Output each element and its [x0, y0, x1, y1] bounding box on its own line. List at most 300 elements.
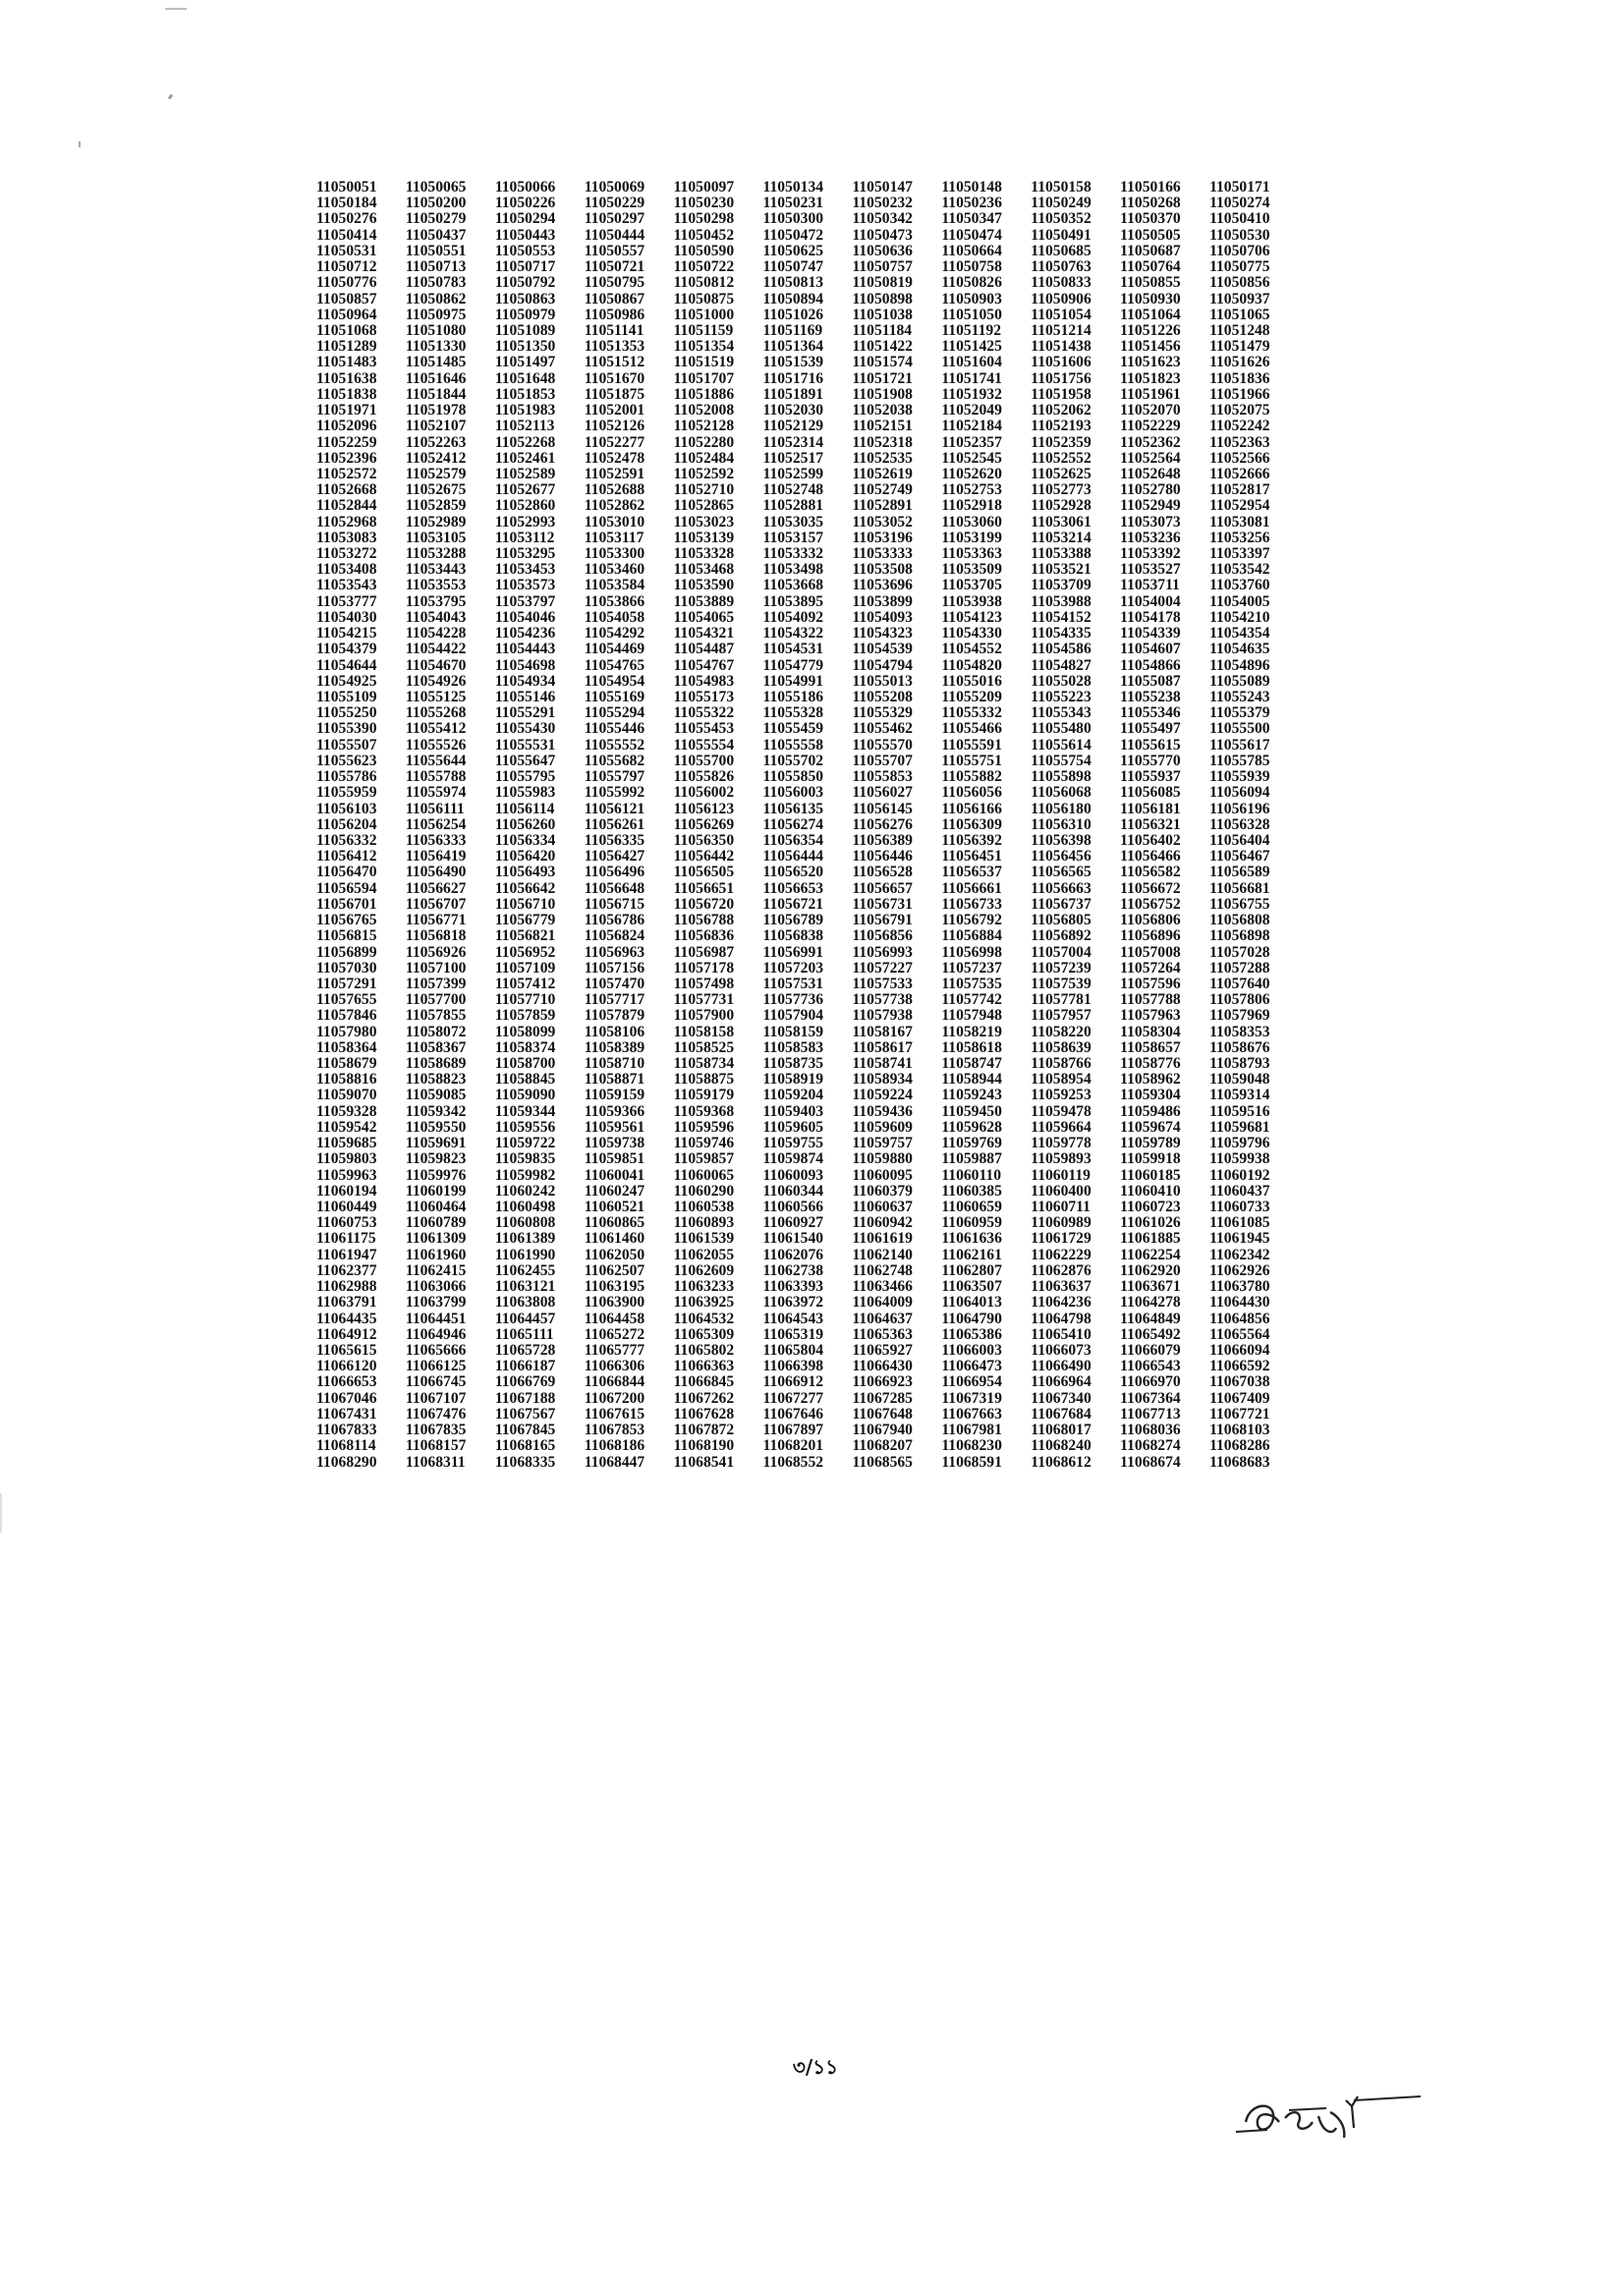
roll-number-cell: 11053272 [316, 545, 377, 563]
roll-number-cell: 11050148 [941, 179, 1002, 195]
roll-number-cell: 11052860 [494, 497, 556, 515]
roll-number-cell: 11063791 [316, 1294, 377, 1312]
roll-number-cell: 11060185 [1120, 1166, 1181, 1184]
roll-number-cell: 11056420 [494, 848, 556, 865]
roll-number-cell: 11068157 [405, 1437, 467, 1455]
roll-number-cell: 11054866 [1120, 656, 1181, 674]
roll-number-cell: 11056310 [1031, 815, 1092, 833]
roll-number-cell: 11052242 [1209, 418, 1270, 435]
roll-number-cell: 11058364 [316, 1038, 377, 1056]
roll-number-cell: 11064849 [1120, 1310, 1181, 1327]
roll-number-cell: 11057239 [1031, 959, 1092, 977]
roll-number-cell: 11060041 [584, 1166, 645, 1184]
roll-number-cell: 11056657 [852, 879, 913, 897]
roll-number-cell: 11060989 [1031, 1214, 1092, 1232]
roll-number-cell: 11053117 [584, 529, 644, 546]
roll-number-cell: 11053363 [941, 545, 1002, 563]
roll-number-cell: 11066125 [405, 1358, 467, 1375]
roll-number-cell: 11051485 [405, 354, 467, 371]
roll-number-cell: 11060242 [494, 1182, 556, 1200]
roll-number-cell: 11058167 [852, 1023, 913, 1040]
roll-number-cell: 11054644 [316, 656, 377, 674]
scan-artifact [0, 1493, 2, 1533]
roll-number-cell: 11059976 [405, 1166, 467, 1184]
roll-number-cell: 11058823 [405, 1071, 467, 1089]
roll-number-cell: 11051425 [941, 338, 1002, 356]
roll-number-cell: 11056792 [941, 912, 1002, 929]
roll-number-cell: 11056114 [494, 800, 555, 817]
roll-number-cell: 11056991 [762, 943, 824, 961]
roll-number-cell: 11054123 [941, 608, 1002, 626]
roll-number-cell: 11050551 [405, 242, 467, 259]
roll-number-cell: 11052357 [941, 433, 1002, 451]
roll-number-cell: 11062738 [762, 1261, 824, 1279]
roll-number-cell: 11057399 [405, 975, 467, 992]
roll-number-cell: 11066653 [316, 1373, 377, 1391]
roll-number-cell: 11052668 [316, 481, 377, 499]
roll-number-cell: 11067038 [1209, 1373, 1270, 1391]
roll-number-cell: 11053328 [673, 545, 735, 563]
roll-number-cell: 11050297 [584, 210, 645, 228]
roll-number-cell: 11058734 [673, 1055, 735, 1073]
roll-number-cell: 11053081 [1209, 513, 1270, 530]
roll-number-cell: 11057291 [316, 975, 377, 992]
roll-number-cell: 11058845 [494, 1071, 556, 1089]
roll-number-cell: 11050975 [405, 306, 467, 323]
roll-number-cell: 11059851 [584, 1150, 645, 1168]
roll-number-cell: 11051836 [1209, 369, 1270, 387]
roll-number-cell: 11050758 [941, 258, 1002, 276]
roll-number-cell: 11061539 [673, 1230, 735, 1248]
roll-number-cell: 11055459 [762, 720, 824, 738]
roll-number-cell: 11052753 [941, 481, 1002, 499]
roll-number-cell: 11050979 [494, 306, 556, 323]
roll-number-cell: 11053705 [941, 577, 1002, 594]
roll-number-cell: 11055209 [941, 689, 1002, 705]
roll-number-cell: 11056594 [316, 879, 377, 897]
roll-number-cell: 11051623 [1120, 354, 1181, 371]
roll-number-cell: 11057731 [673, 991, 735, 1009]
roll-number-cell: 11060789 [405, 1214, 467, 1232]
roll-number-cell: 11056998 [941, 943, 1002, 961]
roll-number-cell: 11060927 [762, 1214, 824, 1232]
roll-number-cell: 11056389 [852, 831, 913, 849]
roll-number-cell: 11056715 [584, 895, 645, 913]
roll-number-cell: 11052862 [584, 497, 645, 515]
roll-number-cell: 11062076 [762, 1246, 824, 1263]
roll-number-cell: 11065927 [852, 1341, 913, 1359]
roll-number-cell: 11051184 [852, 321, 913, 339]
roll-number-cell: 11056002 [673, 784, 735, 802]
roll-number-cell: 11053453 [494, 561, 556, 579]
roll-number-cell: 11057412 [494, 975, 556, 992]
roll-number-cell: 11067872 [673, 1422, 735, 1439]
roll-number-cell: 11058919 [762, 1071, 824, 1089]
roll-number-cell: 11065363 [852, 1325, 913, 1343]
roll-number-cell: 11050274 [1209, 195, 1270, 212]
roll-number-cell: 11065777 [584, 1341, 645, 1359]
roll-number-cell: 11055238 [1120, 689, 1181, 705]
roll-number-cell: 11056196 [1209, 800, 1270, 817]
roll-number-cell: 11056103 [316, 800, 377, 817]
roll-number-cell: 11052865 [673, 497, 735, 515]
roll-number-cell: 11063507 [941, 1278, 1002, 1296]
roll-number-cell: 11059550 [405, 1118, 467, 1136]
roll-number-cell: 11065666 [405, 1341, 467, 1359]
roll-number-cell: 11067340 [1031, 1389, 1092, 1407]
roll-number-cell: 11056898 [1209, 927, 1270, 945]
roll-number-cell: 11054292 [584, 625, 645, 642]
roll-number-cell: 11066769 [494, 1373, 556, 1391]
roll-number-cell: 11055554 [673, 736, 735, 754]
roll-number-cell: 11053543 [316, 577, 377, 594]
roll-number-cell: 11068612 [1031, 1453, 1092, 1471]
roll-number-cell: 11067663 [941, 1405, 1002, 1423]
roll-number-cell: 11055992 [584, 784, 645, 802]
roll-number-cell: 11057596 [1120, 975, 1181, 992]
scan-artifact [79, 141, 81, 147]
roll-number-cell: 11055497 [1120, 720, 1181, 738]
roll-number-cell: 11052113 [494, 418, 555, 435]
roll-number-cell: 11050776 [316, 274, 377, 292]
roll-number-cell: 11055453 [673, 720, 735, 738]
roll-number-cell: 11066845 [673, 1373, 735, 1391]
roll-number-cell: 11052478 [584, 449, 645, 467]
roll-number-cell: 11053332 [762, 545, 824, 563]
roll-number-cell: 11051670 [584, 369, 645, 387]
roll-number-cell: 11055700 [673, 752, 735, 769]
roll-number-cell: 11050747 [762, 258, 824, 276]
roll-number-cell: 11053112 [494, 529, 555, 546]
roll-number-cell: 11056335 [584, 831, 645, 849]
roll-number-cell: 11056398 [1031, 831, 1092, 849]
roll-number-cell: 11068674 [1120, 1453, 1181, 1471]
roll-number-cell: 11052030 [762, 402, 824, 419]
roll-number-cell: 11050414 [316, 226, 377, 244]
roll-number-cell: 11053236 [1120, 529, 1181, 546]
roll-number-cell: 11060110 [941, 1166, 1002, 1184]
roll-number-cell: 11054058 [584, 608, 645, 626]
roll-number-cell: 11051350 [494, 338, 556, 356]
roll-number-cell: 11056085 [1120, 784, 1181, 802]
roll-number-cell: 11052461 [494, 449, 556, 467]
roll-number-cell: 11060733 [1209, 1199, 1270, 1215]
roll-number-cell: 11064637 [852, 1310, 913, 1327]
roll-number-cell: 11055526 [405, 736, 467, 754]
roll-number-cell: 11064790 [941, 1310, 1002, 1327]
roll-number-cell: 11067285 [852, 1389, 913, 1407]
roll-number-cell: 11057470 [584, 975, 645, 992]
roll-number-cell: 11050721 [584, 258, 645, 276]
roll-number-cell: 11056121 [584, 800, 645, 817]
roll-number-cell: 11050276 [316, 210, 377, 228]
roll-number-cell: 11052564 [1120, 449, 1181, 467]
roll-number-cell: 11057237 [941, 959, 1002, 977]
roll-number-cell: 11066543 [1120, 1358, 1181, 1375]
roll-number-cell: 11056805 [1031, 912, 1092, 929]
roll-number-cell: 11056721 [762, 895, 824, 913]
roll-number-cell: 11060194 [316, 1182, 377, 1200]
roll-number-cell: 11060400 [1031, 1182, 1092, 1200]
roll-number-cell: 11057948 [941, 1007, 1002, 1025]
roll-number-cell: 11052572 [316, 465, 377, 482]
roll-number-cell: 11052362 [1120, 433, 1181, 451]
roll-number-cell: 11064430 [1209, 1294, 1270, 1312]
roll-number-cell: 11056056 [941, 784, 1002, 802]
roll-number-cell: 11058676 [1209, 1038, 1270, 1056]
roll-number-cell: 11068103 [1209, 1422, 1270, 1439]
roll-number-cell: 11051422 [852, 338, 913, 356]
roll-number-cell: 11063972 [762, 1294, 824, 1312]
roll-number-cell: 11059542 [316, 1118, 377, 1136]
roll-number-cell: 11059486 [1120, 1102, 1181, 1120]
roll-number-cell: 11052268 [494, 433, 556, 451]
roll-number-cell: 11056451 [941, 848, 1002, 865]
roll-number-cell: 11053157 [762, 529, 824, 546]
roll-number-cell: 11051539 [762, 354, 824, 371]
roll-number-cell: 11065615 [316, 1341, 377, 1359]
roll-number-cell: 11050200 [405, 195, 467, 212]
roll-number-cell: 11051574 [852, 354, 913, 371]
roll-number-cell: 11068335 [494, 1453, 556, 1471]
roll-number-cell: 11055430 [494, 720, 556, 738]
roll-number-cell: 11051721 [852, 369, 913, 387]
roll-number-cell: 11059835 [494, 1150, 556, 1168]
roll-number-cell: 11052592 [673, 465, 735, 482]
roll-number-cell: 11057008 [1120, 943, 1181, 961]
roll-number-cell: 11057533 [852, 975, 913, 992]
roll-number-cell: 11059556 [494, 1118, 556, 1136]
roll-number-cell: 11059880 [852, 1150, 913, 1168]
roll-number-cell: 11058389 [584, 1038, 645, 1056]
roll-number-cell: 11050531 [316, 242, 377, 259]
roll-number-cell: 11050685 [1031, 242, 1092, 259]
roll-number-cell: 11060959 [941, 1214, 1002, 1232]
roll-number-cell: 11055446 [584, 720, 645, 738]
roll-number-cell: 11053696 [852, 577, 913, 594]
roll-number-cell: 11056350 [673, 831, 735, 849]
roll-number-cell: 11050553 [494, 242, 556, 259]
roll-number-cell: 11060893 [673, 1214, 735, 1232]
roll-number-cell: 11055797 [584, 768, 645, 786]
roll-number-cell: 11064856 [1209, 1310, 1270, 1327]
roll-number-cell: 11055647 [494, 752, 556, 769]
roll-number-cell: 11050775 [1209, 258, 1270, 276]
roll-number-cell: 11056899 [316, 943, 377, 961]
roll-number-cell: 11062161 [941, 1246, 1002, 1263]
roll-number-cell: 11053397 [1209, 545, 1270, 563]
roll-number-cell: 11066120 [316, 1358, 377, 1375]
roll-number-cell: 11052619 [852, 465, 913, 482]
roll-number-cell: 11051080 [405, 321, 467, 339]
roll-number-cell: 11052968 [316, 513, 377, 530]
roll-number-cell: 11058219 [941, 1023, 1002, 1040]
roll-number-cell: 11057879 [584, 1007, 645, 1025]
roll-number-cell: 11060808 [494, 1214, 556, 1232]
roll-number-cell: 11056752 [1120, 895, 1181, 913]
roll-number-cell: 11052263 [405, 433, 467, 451]
roll-number-cell: 11052677 [494, 481, 556, 499]
roll-number-cell: 11052126 [584, 418, 645, 435]
roll-number-cell: 11056737 [1031, 895, 1092, 913]
roll-number-cell: 11055983 [494, 784, 556, 802]
roll-number-cell: 11057980 [316, 1023, 377, 1040]
roll-number-cell: 11054443 [494, 641, 556, 658]
roll-number-cell: 11053035 [762, 513, 824, 530]
roll-number-cell: 11054767 [673, 656, 735, 674]
roll-number-cell: 11052277 [584, 433, 645, 451]
roll-number-cell: 11068165 [494, 1437, 556, 1455]
roll-number-cell: 11050712 [316, 258, 377, 276]
roll-number-cell: 11060711 [1031, 1199, 1091, 1215]
roll-number-cell: 11060437 [1209, 1182, 1270, 1200]
roll-number-cell: 11057640 [1209, 975, 1270, 992]
roll-number-cell: 11068552 [762, 1453, 824, 1471]
roll-number-cell: 11053584 [584, 577, 645, 594]
roll-number-cell: 11050268 [1120, 195, 1181, 212]
roll-number-cell: 11051604 [941, 354, 1002, 371]
roll-number-cell: 11056412 [316, 848, 377, 865]
roll-number-cell: 11060449 [316, 1199, 377, 1215]
roll-number-cell: 11064457 [494, 1310, 556, 1327]
roll-number-cell: 11058158 [673, 1023, 735, 1040]
roll-number-cell: 11056402 [1120, 831, 1181, 849]
roll-number-cell: 11059090 [494, 1087, 556, 1104]
roll-number-cell: 11059070 [316, 1087, 377, 1104]
roll-number-cell: 11052359 [1031, 433, 1092, 451]
roll-number-cell: 11060199 [405, 1182, 467, 1200]
roll-number-cell: 11050590 [673, 242, 735, 259]
roll-number-cell: 11055826 [673, 768, 735, 786]
roll-number-cell: 11056651 [673, 879, 735, 897]
roll-number-cell: 11051838 [316, 385, 377, 403]
roll-number-cell: 11064532 [673, 1310, 735, 1327]
roll-number-cell: 11050249 [1031, 195, 1092, 212]
roll-number-cell: 11053795 [405, 592, 467, 610]
roll-number-cell: 11055507 [316, 736, 377, 754]
roll-number-cell: 11053023 [673, 513, 735, 530]
roll-number-cell: 11054322 [762, 625, 824, 642]
roll-number-cell: 11054339 [1120, 625, 1181, 642]
roll-number-cell: 11056788 [673, 912, 735, 929]
roll-number-cell: 11051497 [494, 354, 556, 371]
roll-number-cell: 11052318 [852, 433, 913, 451]
roll-number-cell: 11056505 [673, 864, 735, 881]
roll-number-cell: 11051932 [941, 385, 1002, 403]
roll-number-cell: 11059366 [584, 1102, 645, 1120]
roll-number-cell: 11056710 [494, 895, 556, 913]
roll-number-cell: 11058618 [941, 1038, 1002, 1056]
roll-number-cell: 11050491 [1031, 226, 1092, 244]
roll-number-cell: 11053760 [1209, 577, 1270, 594]
roll-number-cell: 11055615 [1120, 736, 1181, 754]
roll-number-cell: 11050443 [494, 226, 556, 244]
roll-number-cell: 11054093 [852, 608, 913, 626]
roll-number-cell: 11050065 [405, 179, 467, 195]
roll-number-cell: 11060865 [584, 1214, 645, 1232]
roll-number-cell: 11051741 [941, 369, 1002, 387]
roll-number-cell: 11064798 [1031, 1310, 1092, 1327]
roll-number-cell: 11068207 [852, 1437, 913, 1455]
roll-number-cell: 11066363 [673, 1358, 735, 1375]
roll-number-cell: 11050875 [673, 290, 735, 307]
roll-number-cell: 11056582 [1120, 864, 1181, 881]
roll-number-cell: 11050964 [316, 306, 377, 323]
roll-number-cell: 11054827 [1031, 656, 1092, 674]
roll-number-cell: 11052625 [1031, 465, 1092, 482]
roll-number-cell: 11066912 [762, 1373, 824, 1391]
roll-number-cell: 11062507 [584, 1261, 645, 1279]
roll-number-cell: 11053938 [941, 592, 1002, 610]
roll-number-cell: 11064435 [316, 1310, 377, 1327]
roll-number-cell: 11062455 [494, 1261, 556, 1279]
roll-number-cell: 11053105 [405, 529, 467, 546]
roll-number-cell: 11066398 [762, 1358, 824, 1375]
roll-number-cell: 11056856 [852, 927, 913, 945]
roll-number-cell: 11053468 [673, 561, 735, 579]
roll-number-cell: 11050826 [941, 274, 1002, 292]
roll-number-cell: 11053777 [316, 592, 377, 610]
roll-number-cell: 11052817 [1209, 481, 1270, 499]
roll-number-cell: 11061885 [1120, 1230, 1181, 1248]
roll-number-cell: 11056446 [852, 848, 913, 865]
roll-number-cell: 11056836 [673, 927, 735, 945]
roll-number-cell: 11067200 [584, 1389, 645, 1407]
roll-number-cell: 11057288 [1209, 959, 1270, 977]
roll-number-cell: 11056332 [316, 831, 377, 849]
roll-number-cell: 11052591 [584, 465, 645, 482]
roll-number-cell: 11053333 [852, 545, 913, 563]
roll-number-cell: 11055466 [941, 720, 1002, 738]
roll-number-cell: 11051971 [316, 402, 377, 419]
roll-number-cell: 11057846 [316, 1007, 377, 1025]
roll-number-cell: 11055250 [316, 704, 377, 722]
roll-number-cell: 11051226 [1120, 321, 1181, 339]
roll-number-cell: 11059179 [673, 1087, 735, 1104]
roll-number-cell: 11052001 [584, 402, 645, 419]
roll-number-cell: 11064458 [584, 1310, 645, 1327]
roll-number-cell: 11058106 [584, 1023, 645, 1040]
roll-number-cell: 11066592 [1209, 1358, 1270, 1375]
roll-number-cell: 11059887 [941, 1150, 1002, 1168]
roll-number-cell: 11065492 [1120, 1325, 1181, 1343]
roll-number-cell: 11054635 [1209, 641, 1270, 658]
roll-number-cell: 11056824 [584, 927, 645, 945]
roll-number-cell: 11068114 [316, 1437, 376, 1455]
roll-number-cell: 11059691 [405, 1135, 467, 1152]
roll-number-cell: 11060093 [762, 1166, 824, 1184]
roll-number-cell: 11067628 [673, 1405, 735, 1423]
roll-number-cell: 11055788 [405, 768, 467, 786]
roll-number-cell: 11056821 [494, 927, 556, 945]
roll-number-cell: 11054896 [1209, 656, 1270, 674]
roll-number-cell: 11056884 [941, 927, 1002, 945]
roll-number-cell: 11052589 [494, 465, 556, 482]
roll-number-cell: 11067476 [405, 1405, 467, 1423]
roll-number-cell: 11055169 [584, 689, 645, 705]
roll-number-cell: 11055558 [762, 736, 824, 754]
roll-number-cell: 11062988 [316, 1278, 377, 1296]
roll-number-cell: 11060942 [852, 1214, 913, 1232]
roll-number-cell: 11067431 [316, 1405, 377, 1423]
roll-number-cell: 11058220 [1031, 1023, 1092, 1040]
roll-number-cell: 11055013 [852, 672, 913, 690]
roll-number-cell: 11058679 [316, 1055, 377, 1073]
roll-number-cell: 11050713 [405, 258, 467, 276]
roll-number-cell: 11061175 [316, 1230, 376, 1248]
roll-number-cell: 11060379 [852, 1182, 913, 1200]
roll-number-cell: 11056663 [1031, 879, 1092, 897]
